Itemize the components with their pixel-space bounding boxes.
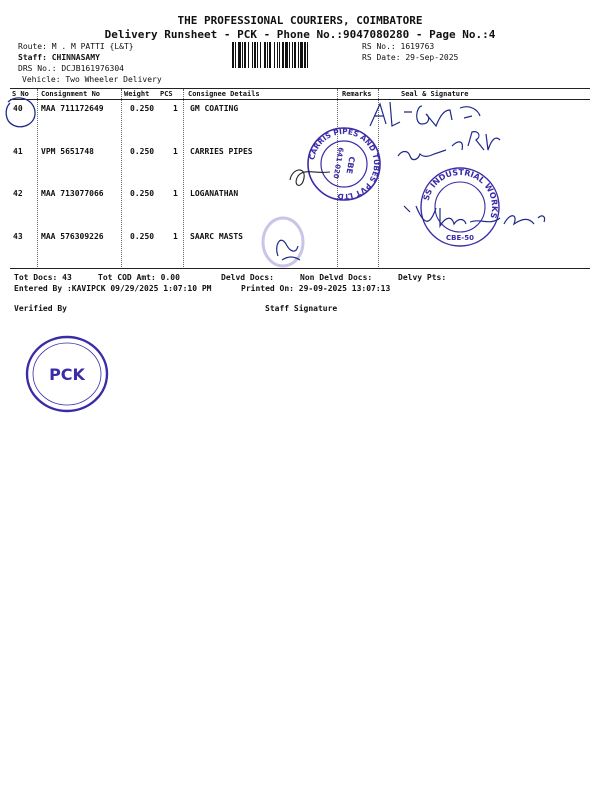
row-consignee: SAARC MASTS: [190, 232, 243, 241]
rs-date: RS Date: 29-Sep-2025: [362, 53, 459, 62]
col-header-consignee: Consignee Details: [188, 90, 260, 98]
row-weight: 0.250: [130, 232, 155, 241]
table-bottom-rule: [10, 268, 590, 269]
carris-stamp-city: CBE: [344, 155, 357, 175]
signature-row-41: [392, 120, 504, 172]
table-header-rule: [10, 99, 590, 100]
carris-stamp-ring-text: CARRIS PIPES AND TUBES PVT LTD: [307, 126, 382, 202]
row-weight: 0.250: [130, 104, 155, 113]
signature-row-42: [400, 196, 550, 244]
drs-line: DRS No.: DCJB161976304: [18, 64, 124, 73]
printed-on: Printed On: 29-09-2025 13:07:13: [241, 284, 391, 293]
row-pcs: 1: [173, 189, 178, 198]
row-pcs: 1: [173, 104, 178, 113]
row-sno: 40: [13, 104, 23, 113]
vehicle-line: Vehicle: Two Wheeler Delivery: [22, 75, 162, 84]
handwritten-circle-mark: [2, 94, 40, 132]
row-sno: 41: [13, 147, 23, 156]
row-weight: 0.250: [130, 189, 155, 198]
industrial-stamp-ring-text: SS INDUSTRIAL WORKS: [421, 167, 500, 220]
delvd-docs: Delvd Docs:: [221, 273, 274, 282]
pck-stamp-text: PCK: [49, 365, 85, 384]
signature-row-41-loop: [286, 160, 336, 196]
non-delvd-docs: Non Delvd Docs:: [300, 273, 373, 282]
col-header-remarks: Remarks: [342, 90, 372, 98]
tot-docs: Tot Docs: 43: [14, 273, 72, 282]
row-pcs: 1: [173, 232, 178, 241]
entered-by: Entered By :KAVIPCK 09/29/2025 1:07:10 PM: [14, 284, 212, 293]
table-top-rule: [10, 88, 590, 89]
staff-line: Staff: CHINNASAMY: [18, 53, 100, 62]
col-divider: [183, 89, 184, 267]
col-header-consignment: Consignment No: [41, 90, 101, 98]
row-sno: 42: [13, 189, 23, 198]
row-consignment: MAA 576309226: [41, 232, 104, 241]
row-consignee: CARRIES PIPES: [190, 147, 253, 156]
row-consignment: MAA 713077066: [41, 189, 104, 198]
row-consignee: LOGANATHAN: [190, 189, 239, 198]
verified-by-label: Verified By: [14, 304, 67, 313]
barcode-image: [232, 42, 356, 68]
row-consignment: MAA 711172649: [41, 104, 104, 113]
col-header-pcs: PCS: [160, 90, 173, 98]
row-consignment: VPM 5651748: [41, 147, 94, 156]
row-weight: 0.250: [130, 147, 155, 156]
row-pcs: 1: [173, 147, 178, 156]
company-title: THE PROFESSIONAL COURIERS, COIMBATORE: [177, 14, 423, 27]
carris-stamp-pin: 641 020: [331, 146, 345, 180]
route-line: Route: M . M PATTI {L&T}: [18, 42, 134, 51]
tot-cod-amt: Tot COD Amt: 0.00: [98, 273, 180, 282]
pck-stamp: [24, 334, 110, 414]
delvy-pts: Delvy Pts:: [398, 273, 447, 282]
staff-signature-label: Staff Signature: [265, 304, 338, 313]
col-header-seal: Seal & Signature: [401, 90, 469, 98]
col-divider: [121, 89, 122, 267]
rs-number: RS No.: 1619763: [362, 42, 435, 51]
col-header-weight: Weight: [124, 90, 150, 98]
runsheet-subtitle: Delivery Runsheet - PCK - Phone No.:9047080280 - Page No.:4: [104, 28, 496, 41]
row-consignee: GM COATING: [190, 104, 239, 113]
industrial-stamp-city: CBE-50: [446, 234, 474, 242]
col-header-sno: S No: [12, 90, 29, 98]
row-sno: 43: [13, 232, 23, 241]
signature-row-43: [270, 226, 304, 266]
